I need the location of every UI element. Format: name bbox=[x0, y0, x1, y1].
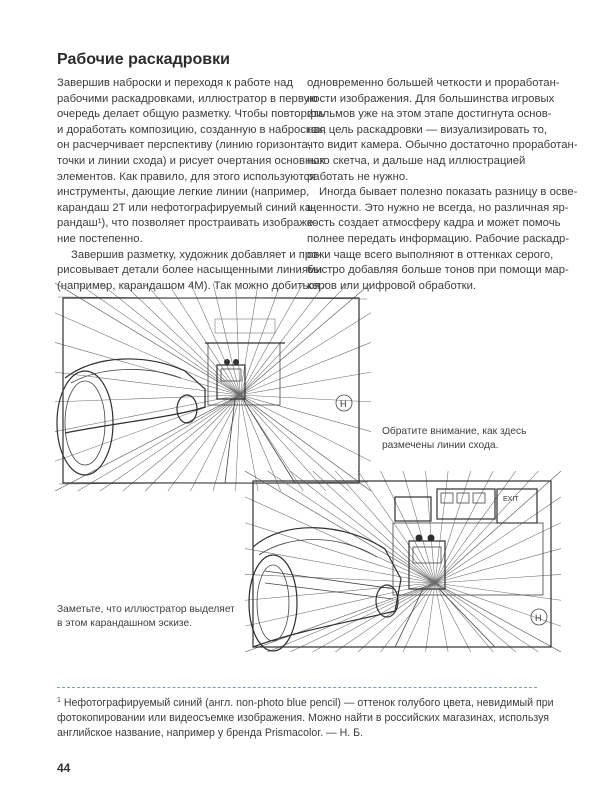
svg-text:H: H bbox=[340, 399, 347, 409]
vanishing-line bbox=[78, 395, 240, 491]
vanishing-line bbox=[55, 313, 240, 395]
vanishing-line bbox=[335, 471, 435, 583]
vanishing-line bbox=[358, 471, 435, 583]
vanishing-line bbox=[268, 583, 435, 652]
vanishing-line bbox=[435, 471, 561, 583]
text-column-right bbox=[307, 76, 578, 294]
vanishing-line bbox=[245, 471, 435, 583]
vanishing-line bbox=[435, 549, 561, 583]
vanishing-line bbox=[245, 549, 435, 583]
vanishing-line bbox=[313, 471, 435, 583]
vanishing-line bbox=[240, 313, 371, 395]
footnote-line bbox=[57, 693, 554, 711]
vanishing-line bbox=[435, 583, 448, 652]
section-heading: Рабочие раскадровки bbox=[57, 51, 230, 68]
paragraph-line: Завершив наброски и переходя к работе над bbox=[57, 77, 293, 89]
vanishing-line bbox=[100, 395, 240, 491]
vanishing-line bbox=[435, 471, 471, 583]
vanishing-line bbox=[435, 574, 561, 583]
caption-line: размечены линии схода. bbox=[382, 439, 499, 451]
vanishing-line bbox=[100, 283, 240, 395]
paragraph-line: овки чаще всего выполняют в оттенках серого, bbox=[307, 248, 554, 261]
vanishing-line bbox=[55, 395, 240, 491]
paragraph-line: Завершив разметку, художник добавляет и про- bbox=[71, 248, 322, 261]
paragraph-line: работать не нужно. bbox=[307, 170, 409, 183]
paragraph-line: ние постепенно. bbox=[57, 232, 143, 245]
caption-vanishing-lines bbox=[382, 425, 526, 452]
paragraph-line: рисовывает детали более насыщенными линиями bbox=[57, 264, 323, 277]
text-column-left bbox=[57, 76, 326, 294]
paragraph-line: что видит камера. Обычно достаточно проработан- bbox=[307, 139, 578, 152]
vanishing-line bbox=[240, 283, 326, 395]
paragraph-line: кость создает атмосферу кадра и может помочь bbox=[307, 217, 561, 230]
vanishing-line bbox=[313, 583, 435, 652]
vanishing-line bbox=[435, 583, 516, 652]
paragraph-line: (например, карандашом 4M). Так можно добиться bbox=[57, 279, 321, 292]
paragraph-line: точки и линии схода) и рисует очертания основных bbox=[57, 154, 325, 167]
vanishing-line bbox=[240, 283, 258, 395]
svg-text:H: H bbox=[535, 613, 542, 623]
paragraph-line: ности изображения. Для большинства игровых bbox=[307, 92, 555, 105]
paragraph-line: карандаш 2T или нефотографируемый синий ка- bbox=[57, 201, 315, 214]
vanishing-line bbox=[240, 283, 348, 395]
footnote-line: фотокопировании или видеосъемке изображения. Можно найти в российских магазинах, используя bbox=[57, 712, 550, 724]
footnote-marker: 1 bbox=[57, 697, 61, 704]
vanishing-line bbox=[435, 583, 561, 652]
caption-line: Обратите внимание, как здесь bbox=[382, 426, 527, 437]
vanishing-lines bbox=[55, 283, 371, 491]
vanishing-line bbox=[245, 583, 435, 652]
paragraph-line: рабочими раскадровками, иллюстратор в первую bbox=[57, 92, 318, 105]
vanishing-line bbox=[435, 583, 538, 652]
vanishing-line bbox=[435, 471, 448, 583]
vanishing-line bbox=[213, 395, 240, 491]
vanishing-line bbox=[55, 395, 240, 402]
vanishing-line bbox=[236, 395, 240, 491]
vanishing-line bbox=[245, 583, 435, 600]
footnote-line: английское название, например у бренда Prismacolor. — Н. Б. bbox=[57, 727, 364, 739]
paragraph-line: щенности. Это нужно не всегда, но различная яр- bbox=[307, 201, 569, 214]
paragraph-line: керов или цифровой обработки. bbox=[307, 279, 477, 292]
vanishing-line bbox=[55, 283, 240, 395]
tunnel-opening bbox=[393, 523, 543, 595]
paragraph-line: фильмов уже на этом этапе достигнута основ- bbox=[307, 108, 552, 121]
paragraph-line: Иногда бывает полезно показать разницу в осве- bbox=[319, 186, 578, 199]
caption-line: в этом карандашном эскизе. bbox=[57, 617, 192, 629]
exit-sign-text: EXIT bbox=[503, 496, 519, 503]
paragraph-line: полнее передать информацию. Рабочие раскадр- bbox=[307, 232, 570, 245]
vanishing-line bbox=[245, 523, 435, 583]
vanishing-line bbox=[435, 471, 493, 583]
footnote-divider bbox=[57, 687, 537, 688]
caption-line: Заметьте, что иллюстратор выделяет bbox=[57, 604, 235, 615]
vanishing-line bbox=[435, 497, 561, 583]
storyboard-sketch-detailed bbox=[245, 471, 561, 652]
paragraph-line: элементов. Как правило, для этого используются bbox=[57, 170, 316, 183]
paragraph-line: и доработать композицию, созданную в набросках, bbox=[57, 123, 327, 136]
vanishing-line bbox=[168, 395, 240, 491]
footnote-text: Нефотографируемый синий (англ. non-photo blue pencil) — оттенок голубого цвета, невидимый при bbox=[63, 697, 554, 709]
vanishing-line bbox=[240, 372, 371, 395]
car-sketch bbox=[253, 528, 401, 647]
vanishing-line bbox=[240, 283, 281, 395]
vanishing-line bbox=[435, 471, 516, 583]
page-number: 44 bbox=[57, 761, 71, 775]
footnote bbox=[57, 693, 554, 741]
paragraph-line: очередь делает общую разметку. Чтобы повторить bbox=[57, 108, 325, 121]
sign-board bbox=[395, 497, 431, 521]
vanishing-line bbox=[245, 583, 435, 626]
paragraph-line: он расчерчивает перспективу (линию горизонта, bbox=[57, 139, 311, 152]
vanishing-line bbox=[168, 283, 240, 395]
vanishing-line bbox=[55, 395, 240, 432]
vanishing-line bbox=[240, 283, 303, 395]
paragraph-line: ная цель раскадровки — визуализировать то, bbox=[307, 123, 548, 136]
vanishing-line bbox=[435, 471, 538, 583]
caption-pencil-sketch bbox=[57, 603, 235, 630]
vanishing-line bbox=[290, 583, 435, 652]
paragraph-line: ного скетча, и дальше над иллюстрацией bbox=[307, 154, 526, 167]
vanishing-line bbox=[240, 342, 371, 395]
storyboard-sketch-perspective bbox=[55, 283, 371, 491]
vanishing-line bbox=[123, 395, 240, 491]
paragraph-line: одновременно большей четкости и проработан- bbox=[307, 77, 560, 89]
vanishing-line bbox=[435, 583, 561, 600]
paragraph-line: рандаш¹), что позволяет прострaивать изображе- bbox=[57, 217, 317, 230]
paragraph-line: быстро добавляя больше тонов при помощи мар- bbox=[307, 264, 569, 277]
paragraph-line: инструменты, дающие легкие линии (например, bbox=[57, 186, 310, 199]
vanishing-line bbox=[236, 283, 240, 395]
vanishing-line bbox=[240, 283, 371, 395]
vanishing-line bbox=[268, 471, 435, 583]
vanishing-line bbox=[435, 523, 561, 583]
